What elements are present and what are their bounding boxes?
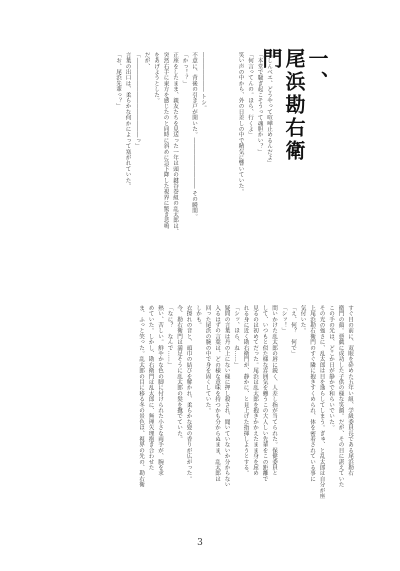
text-line: 「シッ！」 — [280, 305, 287, 334]
text-line: 今、勘右衛門は満足そうに乱太郎の髪を撫でていた。 — [176, 305, 182, 442]
upper-right-passage — [237, 52, 273, 195]
text-line: して、いつもと似た様な雰囲気を纏うこの大人しい先輩をこの距離で — [261, 305, 268, 482]
upper-left-passage — [43, 52, 198, 302]
text-line: 突然右手に東方を感じたのと同時に斜めに急下降した視界に驚き悲鳴 — [162, 52, 169, 229]
text-line: 「――――――――――――――っ」 — [134, 52, 140, 149]
text-line: 「本堂で騒ぎ起こそうって魂胆かい？」 — [256, 52, 263, 155]
text-line: 入るはずの言葉は、どの様な意味を持つかも分からぬまま、乱太郎は — [214, 305, 220, 482]
text-line: 「なに？ なんで……」 — [166, 305, 173, 368]
text-line: この手の光は、どこか日が静かで和らいでいた。 — [328, 305, 334, 431]
text-line: をあげようとした。 — [153, 52, 159, 104]
text-line: すぐ目の前に、双眼を砕めた五年い組、学級委員長である尾浜勘右 — [347, 305, 353, 476]
chapter-number: 一、 — [305, 48, 329, 94]
text-line: その光の強さに、乱太郎は目を逸らしてしまう。ぎゅ、と乱太郎は自分が座 — [318, 305, 325, 499]
text-line: 衣擦れの音と、頭巾の結びを解かれ、柔らかな髪の香りが広がった。 — [185, 305, 192, 482]
text-line: 気付いた。 — [299, 305, 306, 334]
text-line: 「シッ、ほら、ね……」 — [233, 305, 239, 368]
text-line: めていた。しかし、勘右衛門は乱太郎に、無理矢理抱き合わせた — [147, 305, 154, 471]
text-line: だが、 — [143, 52, 150, 70]
text-line: 見るのは初めてだった。尾浜は乱太郎を抱きかかえたまま身を屈め — [252, 305, 258, 476]
text-line: 問いかけた乱太郎の唇に鋭く、人差し指が当てられた。保健委員と — [271, 305, 277, 476]
text-line: 「かっ！？」 — [181, 52, 188, 87]
text-line: 回った尾浜の腕の中で身を固くしていた。 — [204, 305, 211, 414]
text-line: 熱い、苦しい。鮮やかな色の脚に付けられた小さな両手が、腕を求 — [157, 305, 163, 476]
text-line: 言葉の出口は、柔らかな何かによって塞がれていた。 — [124, 52, 131, 189]
text-line: しかも。 — [195, 305, 201, 328]
text-line: 「お、尾浜先輩っ？」 — [115, 52, 121, 109]
text-line: れる身に近く勘右衛門が、静かに、と見上げた指揮しようとする。 — [242, 305, 249, 476]
lower-passage — [74, 305, 354, 515]
text-line: 「しんべエ、どうやって喧嘩止めるんだよ」 — [266, 52, 272, 166]
text-line: 笑い声の中から、外の日差しの中で精気に響いていた。 — [237, 52, 244, 195]
chapter-name: 尾浜勘右衛門 — [259, 48, 306, 163]
text-line: 衛門の顔。悪戯に成功した子供の様な笑顔。だが、その目に湛えていた — [337, 305, 344, 488]
text-line: 「え、何？ 何で」 — [290, 305, 296, 357]
text-line: 上尾浜勘右衛門のすぐ隣に抱きすくめられ、体を密着されている事に — [309, 305, 315, 482]
text-line: ま、ふっと笑った。乱太郎の目に移る冬の景色は、視界の先の、勘右衛 — [138, 305, 144, 488]
text-line: 正座をしたまま、親友たちを見送った一年は頭の鍵谷巻組の乱太郎は、 — [172, 52, 178, 235]
page-number: 3 — [197, 538, 203, 548]
text-line: ――――――― トシ。 — [200, 52, 206, 111]
text-line: 疑問の言葉は丹の上にない様に押し殺され、聞いていないか分からない — [223, 305, 230, 488]
text-line: 不意に、背後の引き戸が開いた。――――――――― その瞬間。 — [191, 52, 197, 220]
text-line: 「何言ってんの。ほら、行くよ」 — [247, 52, 253, 138]
